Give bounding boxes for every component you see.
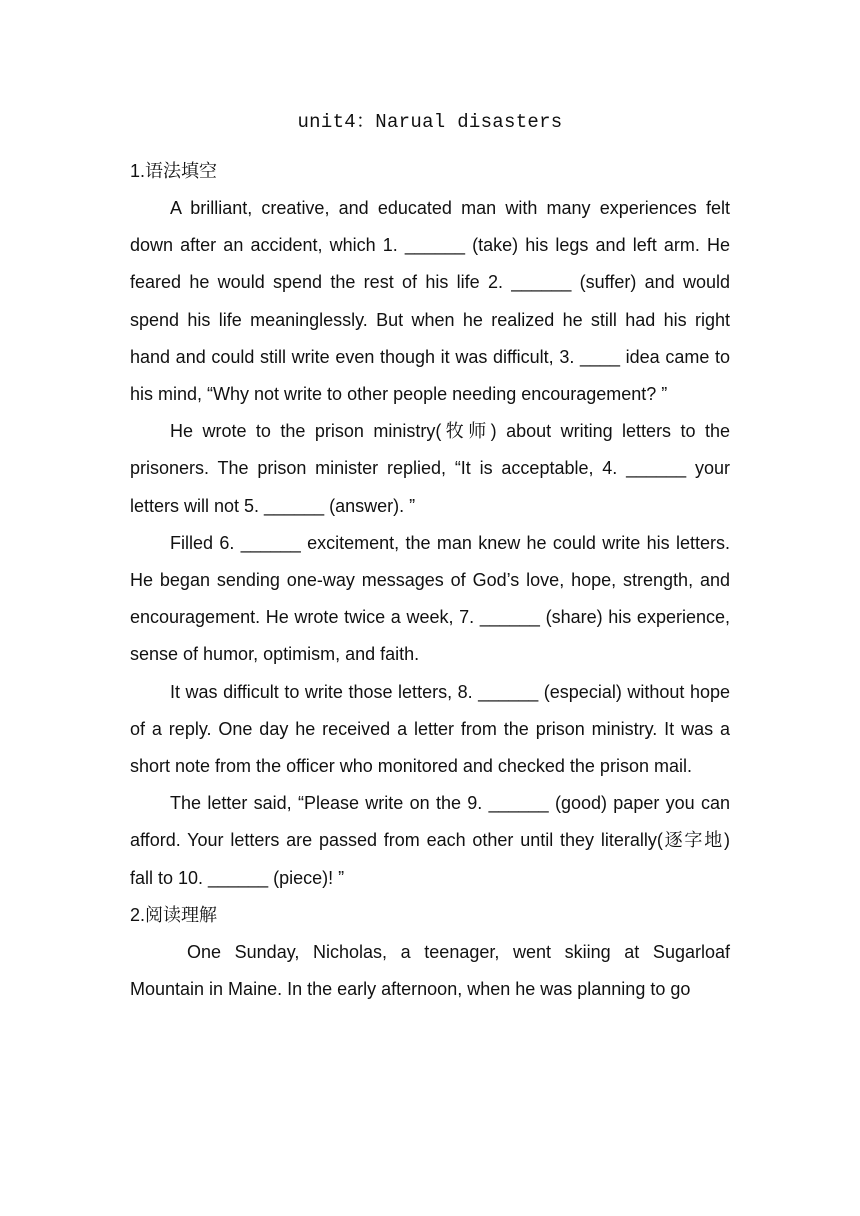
paragraph: A brilliant, creative, and educated man with many experiences felt down after an accident, which 1. ______ (take) his legs and left arm. He feared he would spend the rest of his life 2. ______ (suffer) and would spend his life meaninglessly. But when he realized he still had his right hand and could still write even though it was difficult, 3. ____ idea came to his mind, “Why not write to other people needing encouragement? ” (130, 198, 730, 405)
document-title: unit4：Narual disasters (297, 111, 563, 133)
paragraph: It was difficult to write those letters, 8. ______ (especial) without hope of a reply. One day he received a letter from the prison ministry. It was a short note from the officer who monitored and checked the prison mail. (130, 681, 730, 777)
document-body (130, 153, 730, 1008)
section-heading-grammar: 1.语法填空 (130, 161, 218, 181)
paragraph: Filled 6. ______ excitement, the man knew he could write his letters. He began sending one-way messages of God’s love, hope, strength, and encouragement. He wrote twice a week, 7. ______ (share) his experience, sense of humor, optimism, and faith. (130, 532, 730, 665)
section-heading-reading: 2.阅读理解 (130, 904, 218, 925)
paragraph: The letter said, “Please write on the 9. ______ (good) paper you can afford. Your letters are passed from each other until they literally(逐字地) fall to 10. ______ (piece)! ” (130, 793, 730, 888)
paragraph: One Sunday, Nicholas, a teenager, went skiing at Sugarloaf Mountain in Maine. In the early afternoon, when he was planning to go (130, 941, 730, 1000)
paragraph: He wrote to the prison ministry(牧师) about writing letters to the prisoners. The prison minister replied, “It is acceptable, 4. ______ your letters will not 5. ______ (answer). ” (130, 421, 730, 516)
